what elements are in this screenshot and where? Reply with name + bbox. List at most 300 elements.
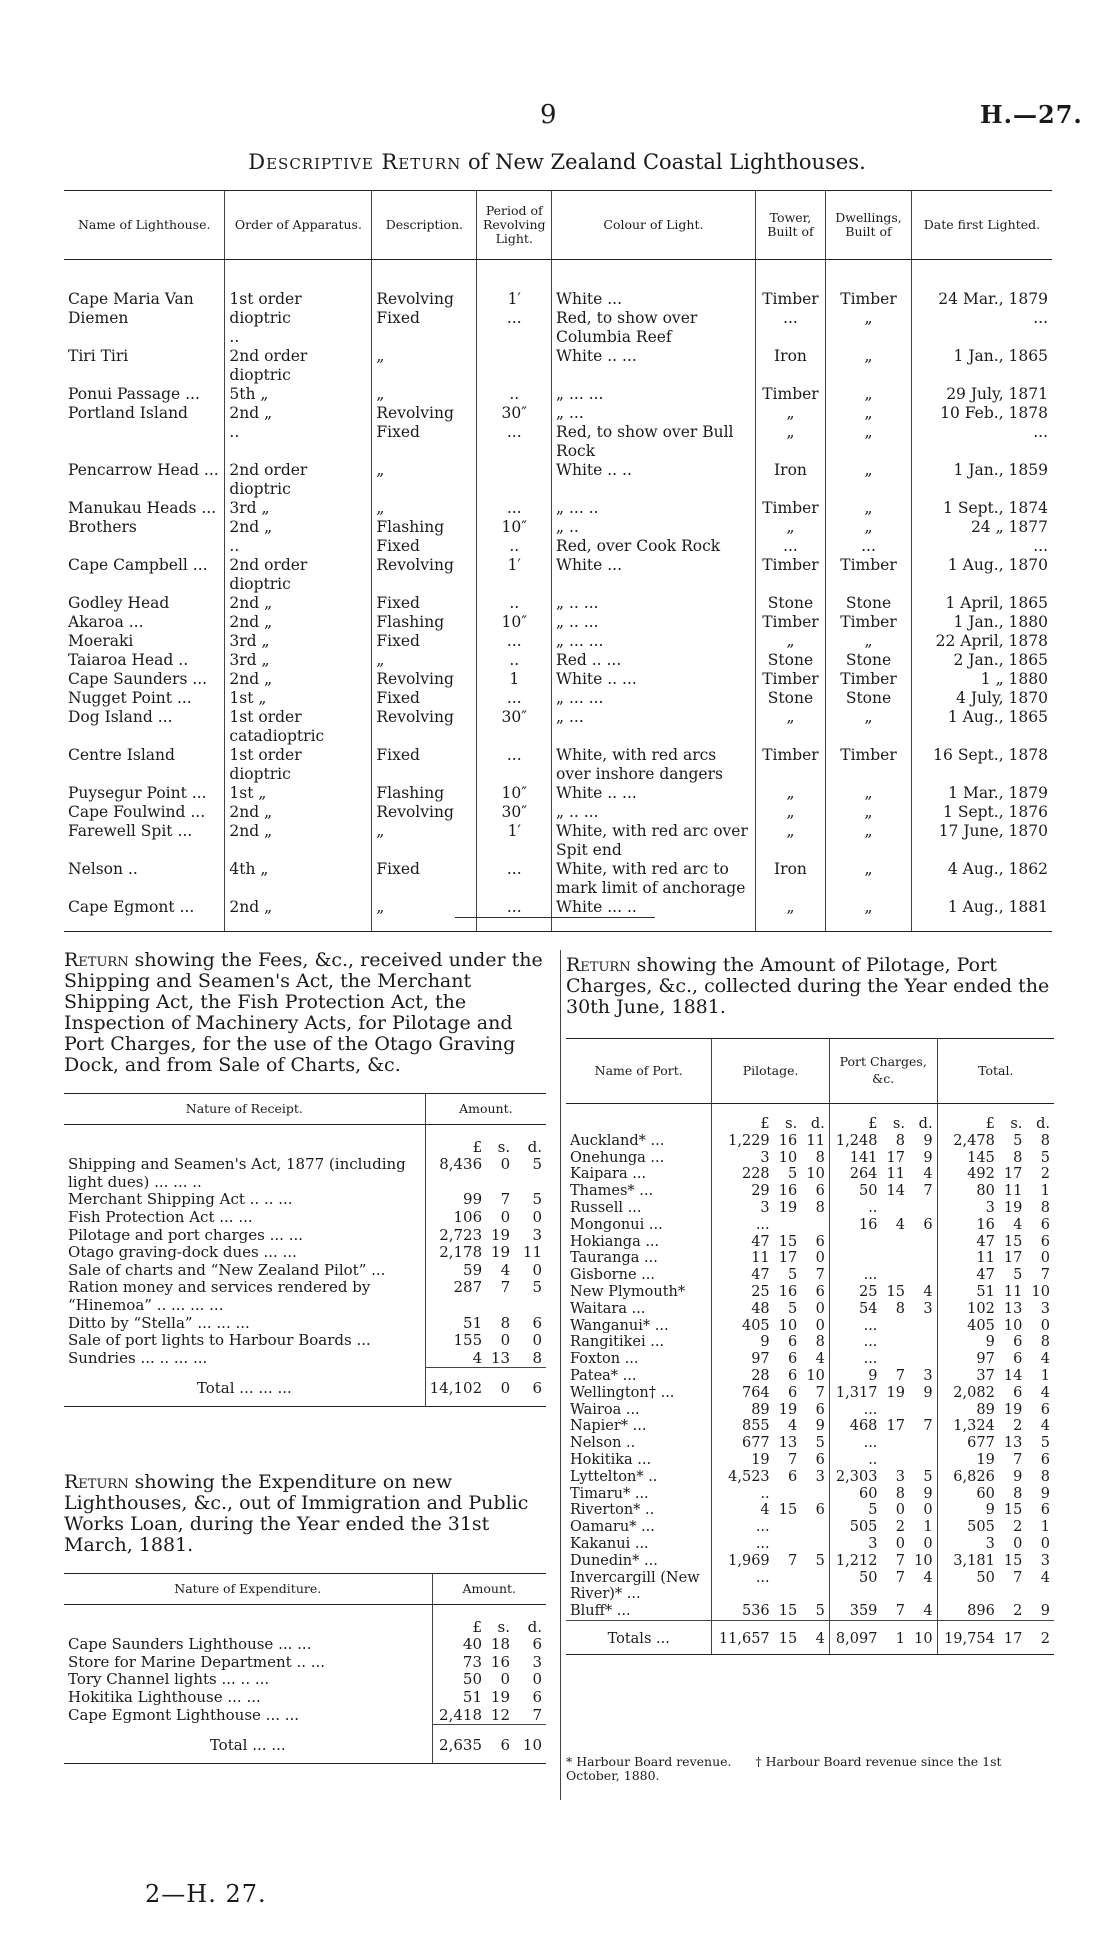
- lighthouse-cell: 1 April, 1865: [945, 594, 1048, 612]
- exp-title-rest: showing the Expenditure on new Lighthouses, &c., out of Immigration and Public Works Loan, during the Year ended the 31st March, 1881.: [64, 1471, 529, 1556]
- pilotage-amount: 47: [751, 1233, 770, 1250]
- lighthouse-cell: White .. ...: [552, 347, 756, 385]
- pilotage-amount: 5: [909, 1469, 937, 1486]
- pilotage-amount: 492: [967, 1166, 995, 1183]
- lighthouse-cell: „ .. ...: [552, 594, 756, 613]
- pilotage-amount: ...: [863, 1351, 878, 1368]
- pilotage-amount: [909, 1402, 937, 1419]
- lighthouse-row: [64, 898, 1052, 932]
- fees-col-nature: Nature of Receipt.: [64, 1094, 425, 1125]
- lighthouse-cell: Timber: [826, 613, 912, 632]
- pilotage-amount: 97: [751, 1351, 770, 1368]
- lighthouse-cell: Timber: [826, 746, 912, 784]
- pilotage-amount: 15: [1003, 1552, 1023, 1569]
- lighthouse-cell: „: [755, 822, 825, 860]
- pilotage-row: [566, 1418, 1054, 1435]
- pilotage-amount: [774, 1570, 802, 1604]
- pilotage-amount: 8: [895, 1485, 905, 1502]
- port-name: Gisborne ...: [566, 1267, 712, 1284]
- lighthouse-col-header: Order of Apparatus.: [225, 191, 372, 260]
- unit-label: s.: [1010, 1116, 1023, 1132]
- pilotage-amount: 8: [801, 1334, 829, 1351]
- port-name: Dunedin* ...: [566, 1553, 712, 1570]
- lighthouse-cell: 5th „: [225, 385, 372, 404]
- lighthouse-cell: „: [826, 632, 912, 651]
- column-divider: [560, 950, 561, 1800]
- lighthouse-cell: Fixed: [372, 689, 477, 708]
- pilotage-amount: 8: [801, 1200, 829, 1217]
- pilotage-row: [566, 1469, 1054, 1486]
- amount-cell: 287: [453, 1278, 483, 1297]
- total-amount: 0: [486, 1368, 514, 1407]
- lighthouse-cell: Nugget Point ...: [64, 689, 225, 708]
- pilotage-amount: 13: [1003, 1300, 1023, 1317]
- pilotage-amount: 3: [985, 1535, 995, 1552]
- pilotage-amount: 677: [741, 1435, 770, 1452]
- pilotage-amount: 10: [1031, 1283, 1050, 1300]
- receipt-label: Hokitika Lighthouse ... ...: [64, 1689, 432, 1707]
- pilotage-amount: 6: [787, 1384, 798, 1401]
- pilotage-amount: ...: [863, 1401, 878, 1418]
- lighthouse-cell: White, with red arcs over inshore dangers: [552, 746, 756, 784]
- pilotage-amount: 2,478: [953, 1132, 995, 1149]
- pilotage-amount: 1: [1040, 1183, 1050, 1200]
- pilotage-amount: 16: [858, 1216, 878, 1233]
- lighthouse-cell: Timber: [755, 670, 825, 689]
- pilotage-amount: 1,248: [835, 1132, 878, 1149]
- pilotage-amount: ...: [755, 1569, 770, 1586]
- pilotage-amount: 2: [895, 1519, 905, 1536]
- amount-cell: 51: [462, 1687, 482, 1706]
- amount-cell: 0: [500, 1155, 511, 1174]
- pilotage-col-header: Pilotage.: [712, 1039, 829, 1104]
- pilotage-amount: 536: [741, 1603, 770, 1620]
- total-amount: 6: [514, 1368, 546, 1407]
- amount-cell: 8: [532, 1348, 542, 1367]
- pilotage-row: [566, 1486, 1054, 1503]
- pilotage-amount: 2: [1013, 1418, 1023, 1435]
- amount-cell: 2,178: [439, 1243, 483, 1262]
- pilotage-amount: 7: [787, 1451, 798, 1468]
- pilotage-amount: 37: [976, 1367, 995, 1384]
- pilotage-amount: 405: [967, 1317, 995, 1334]
- pilotage-amount: [829, 1234, 881, 1251]
- amount-row: [64, 1654, 546, 1672]
- pilotage-amount: 50: [858, 1569, 878, 1586]
- pilotage-amount: [881, 1250, 909, 1267]
- pilotage-amount: 25: [751, 1283, 770, 1300]
- pilotage-row: [566, 1267, 1054, 1284]
- pilotage-amount: 855: [741, 1418, 770, 1435]
- pilotage-amount: 6: [1040, 1216, 1050, 1233]
- pilotage-amount: [909, 1234, 937, 1251]
- pilotage-amount: [909, 1351, 937, 1368]
- pilotage-amount: [909, 1267, 937, 1284]
- pilotage-amount: 15: [1003, 1502, 1023, 1519]
- units-spacer: [566, 1104, 712, 1133]
- pilotage-amount: 10: [801, 1368, 829, 1385]
- amount-cell: 11: [522, 1243, 542, 1262]
- lighthouse-row: [64, 613, 1052, 632]
- lighthouse-cell: Cape Maria Van Diemen: [64, 260, 225, 348]
- lighthouse-cell: 30″: [477, 803, 552, 822]
- lighthouse-row: [64, 632, 1052, 651]
- amount-row: [64, 1332, 546, 1350]
- lighthouse-cell: „: [826, 784, 912, 803]
- pilotage-amount: 47: [976, 1267, 995, 1284]
- amount-cell: 16: [490, 1652, 510, 1671]
- pilotage-row: [566, 1452, 1054, 1469]
- pilotage-amount: 3: [909, 1301, 937, 1318]
- lighthouse-cell: „: [755, 708, 825, 746]
- pilotage-amount: 15: [1003, 1233, 1023, 1250]
- lighthouse-cell: 1 „ 1880: [980, 670, 1048, 688]
- pilotage-row: [566, 1150, 1054, 1167]
- pilotage-amount: 1,212: [835, 1552, 878, 1569]
- lighthouse-cell: „: [826, 860, 912, 898]
- lighthouse-col-header: Date first Lighted.: [911, 191, 1052, 260]
- pilotage-amount: [774, 1519, 802, 1536]
- lighthouse-cell: Stone: [755, 594, 825, 613]
- lighthouse-cell: Revolving: [372, 708, 477, 746]
- pilotage-amount: 6: [1040, 1502, 1050, 1519]
- pilotage-row: [566, 1402, 1054, 1419]
- amount-cell: 155: [453, 1331, 483, 1350]
- lighthouse-cell: White ... Red, to show over Columbia Reef: [552, 260, 756, 348]
- pilotage-amount: 3: [895, 1468, 905, 1485]
- pilotage-amount: 16: [778, 1183, 798, 1200]
- pilotage-amount: 11: [751, 1250, 770, 1267]
- fees-title-rest: showing the Fees, &c., received under the Shipping and Seamen's Act, the Merchant Shipping Act, the Fish Protection Act, the Inspection of Machinery Acts, for Pilotage and Port Charges, for the use of the Otago Graving Dock, and from Sale of Charts, &c.: [64, 949, 543, 1076]
- pilotage-amount: [801, 1570, 829, 1604]
- pilotage-amount: 7: [895, 1552, 905, 1569]
- pilotage-amount: 15: [778, 1502, 798, 1519]
- lighthouse-col-header: Dwellings, Built of: [826, 191, 912, 260]
- pilot-title-rest: showing the Amount of Pilotage, Port Charges, &c., collected during the Year ended the 30th June, 1881.: [566, 954, 1050, 1018]
- lighthouse-cell: 2nd order dioptric: [225, 556, 372, 594]
- lighthouse-cell: 30″: [477, 708, 552, 746]
- pilotage-amount: [881, 1234, 909, 1251]
- pilotage-amount: 6: [787, 1351, 798, 1368]
- unit-label: s.: [497, 1137, 511, 1156]
- pilotage-amount: [881, 1267, 909, 1284]
- pilotage-amount: 6: [801, 1452, 829, 1469]
- units-row: [64, 1124, 546, 1156]
- pilotage-amount: 6: [787, 1468, 798, 1485]
- lighthouse-cell: Taiaroa Head ..: [64, 651, 225, 670]
- pilotage-amount: 19: [1003, 1199, 1023, 1216]
- receipt-label: Cape Egmont Lighthouse ... ...: [64, 1707, 432, 1725]
- pilotage-amount: [829, 1250, 881, 1267]
- pilotage-amount: 54: [858, 1300, 878, 1317]
- lighthouse-cell: Fixed: [372, 594, 477, 613]
- total-label: Total ... ...: [64, 1725, 432, 1764]
- lighthouse-cell: „: [826, 461, 912, 499]
- pilotage-amount: 19: [778, 1401, 798, 1418]
- pilotage-row: [566, 1166, 1054, 1183]
- amount-row: [64, 1689, 546, 1707]
- lighthouse-cell: 4 July, 1870: [956, 689, 1048, 707]
- pilotage-row: [566, 1318, 1054, 1335]
- lighthouse-cell: Stone: [826, 689, 912, 708]
- pilotage-amount: 4: [909, 1284, 937, 1301]
- lighthouse-col-header: Colour of Light.: [552, 191, 756, 260]
- pilotage-amount: 2,082: [953, 1384, 995, 1401]
- pilotage-amount: 1: [881, 1620, 909, 1654]
- pilotage-amount: 13: [1003, 1435, 1023, 1452]
- pilotage-amount: [909, 1435, 937, 1452]
- port-name: Nelson ..: [566, 1435, 712, 1452]
- port-name: Kakanui ...: [566, 1536, 712, 1553]
- pilotage-amount: 5: [868, 1502, 878, 1519]
- pilotage-amount: 1,969: [728, 1552, 770, 1569]
- pilotage-amount: 10: [801, 1166, 829, 1183]
- lighthouse-cell: ..: [477, 651, 552, 670]
- pilotage-amount: 3: [909, 1368, 937, 1385]
- pilotage-amount: 51: [976, 1283, 995, 1300]
- lighthouse-cell: Revolving: [372, 670, 477, 689]
- footnote-dagger: † Harbour Board revenue since the 1st October, 1880.: [566, 1754, 1002, 1783]
- amount-row: [64, 1227, 546, 1245]
- pilotage-row: [566, 1351, 1054, 1368]
- pilotage-amount: 764: [741, 1384, 770, 1401]
- pilotage-amount: 0: [801, 1301, 829, 1318]
- total-row: [64, 1368, 546, 1407]
- pilotage-amount: 6: [1040, 1451, 1050, 1468]
- pilotage-amount: 3: [868, 1535, 878, 1552]
- lighthouse-cell: Farewell Spit ...: [64, 822, 225, 860]
- lighthouse-cell: ...: [477, 898, 552, 932]
- pilotage-amount: 10: [778, 1317, 798, 1334]
- pilotage-amount: ..: [868, 1451, 878, 1468]
- lighthouse-row: [64, 784, 1052, 803]
- lighthouse-cell: „ ...: [552, 708, 756, 746]
- pilotage-amount: 505: [967, 1519, 995, 1536]
- pilotage-amount: 9: [1040, 1603, 1050, 1620]
- unit-label: £: [472, 1617, 482, 1636]
- pilotage-amount: 1: [1040, 1519, 1050, 1536]
- pilotage-amount: 8,097: [829, 1620, 881, 1654]
- amount-cell: 5: [532, 1190, 542, 1209]
- lighthouse-cell: „: [372, 461, 477, 499]
- pilotage-amount: 5: [787, 1300, 798, 1317]
- amount-cell: 50: [462, 1670, 482, 1689]
- lighthouse-cell: 1 Sept., 1876: [943, 803, 1048, 821]
- pilotage-return-title: [566, 955, 1056, 1018]
- amount-cell: 13: [491, 1348, 511, 1367]
- fees-col-amount: Amount.: [425, 1094, 546, 1125]
- receipt-label: Sale of port lights to Harbour Boards ...: [64, 1332, 425, 1350]
- pilotage-amount: 1,229: [728, 1132, 770, 1149]
- pilotage-amount: 10: [909, 1553, 937, 1570]
- lighthouse-row: [64, 385, 1052, 404]
- lighthouse-cell: „: [826, 898, 912, 932]
- pilotage-amount: 4: [1040, 1351, 1050, 1368]
- port-name: Auckland* ...: [566, 1133, 712, 1150]
- lighthouse-cell: „: [372, 385, 477, 404]
- amount-cell: 12: [490, 1705, 510, 1724]
- lighthouse-cell: Timber ...: [755, 260, 825, 348]
- pilotage-row: [566, 1536, 1054, 1553]
- pilotage-amount: 7: [801, 1385, 829, 1402]
- amount-cell: 40: [462, 1635, 482, 1654]
- port-name: Foxton ...: [566, 1351, 712, 1368]
- port-name: Wanganui* ...: [566, 1318, 712, 1335]
- lighthouse-cell: „: [372, 822, 477, 860]
- pilotage-amount: 11,657: [712, 1620, 774, 1654]
- lighthouse-cell: „: [826, 385, 912, 404]
- amount-cell: 3: [532, 1652, 542, 1671]
- lighthouse-cell: White .. ...: [552, 670, 756, 689]
- lighthouse-cell: 29 July, 1871: [946, 385, 1048, 403]
- lighthouse-cell: Godley Head: [64, 594, 225, 613]
- pilotage-amount: 60: [858, 1485, 878, 1502]
- lighthouse-cell: 2nd „: [225, 594, 372, 613]
- lighthouse-cell: ..: [477, 594, 552, 613]
- lighthouse-row: [64, 803, 1052, 822]
- pilotage-amount: [909, 1200, 937, 1217]
- unit-label: d.: [909, 1104, 937, 1133]
- pilotage-amount: 11: [801, 1133, 829, 1150]
- lighthouse-cell: 30″ ...: [477, 404, 552, 461]
- amount-cell: 0: [532, 1670, 542, 1689]
- lighthouse-cell: Stone: [755, 651, 825, 670]
- lighthouse-row: [64, 689, 1052, 708]
- fees-title-sc: Return: [64, 949, 129, 971]
- pilotage-amount: 17: [778, 1250, 798, 1267]
- lighthouse-cell: Manukau Heads ...: [64, 499, 225, 518]
- pilotage-row: [566, 1435, 1054, 1452]
- pilotage-amount: 359: [849, 1603, 878, 1620]
- lighthouse-cell: White .. ..: [552, 461, 756, 499]
- lighthouse-cell: „: [372, 898, 477, 932]
- lighthouse-cell: White, with red arc over Spit end: [552, 822, 756, 860]
- page-number: 9: [540, 100, 557, 130]
- exp-col-amount: Amount.: [432, 1574, 546, 1605]
- lighthouse-cell: „: [826, 499, 912, 518]
- lighthouse-row: [64, 651, 1052, 670]
- pilotage-amount: [909, 1334, 937, 1351]
- amount-cell: 0: [500, 1207, 511, 1226]
- pilotage-amount: 677: [967, 1435, 995, 1452]
- lighthouse-cell: Timber: [826, 556, 912, 594]
- pilotage-amount: 7: [895, 1603, 905, 1620]
- pilotage-amount: [801, 1519, 829, 1536]
- lighthouse-cell: Revolving Fixed: [372, 260, 477, 348]
- pilotage-amount: 16: [778, 1132, 798, 1149]
- pilotage-amount: 5: [787, 1166, 798, 1183]
- pilotage-amount: 17: [999, 1620, 1027, 1654]
- lighthouse-cell: 24 „ 1877 ...: [970, 518, 1048, 555]
- total-label: Total ... ... ...: [64, 1368, 425, 1407]
- pilotage-amount: 3: [760, 1149, 770, 1166]
- pilotage-amount: [774, 1486, 802, 1503]
- lighthouse-cell: Moeraki: [64, 632, 225, 651]
- pilotage-amount: 7: [895, 1569, 905, 1586]
- pilotage-amount: 8: [801, 1150, 829, 1167]
- receipt-label: Merchant Shipping Act .. .. ...: [64, 1191, 425, 1209]
- lighthouse-cell: Red .. ...: [552, 651, 756, 670]
- pilotage-row: [566, 1368, 1054, 1385]
- pilotage-amount: 9: [985, 1502, 995, 1519]
- lighthouse-cell: 1 Sept., 1874: [943, 499, 1048, 517]
- pilotage-amount: 15: [774, 1620, 802, 1654]
- pilotage-amount: 1,317: [835, 1384, 878, 1401]
- port-name: Tauranga ...: [566, 1250, 712, 1267]
- pilotage-amount: 11: [886, 1166, 905, 1183]
- pilotage-row: [566, 1200, 1054, 1217]
- expenditure-return-title: [64, 1472, 548, 1556]
- lighthouse-cell: „: [372, 651, 477, 670]
- pilotage-amount: 9: [909, 1150, 937, 1167]
- receipt-label: Ditto by “Stella” ... ... ...: [64, 1315, 425, 1333]
- pilotage-amount: 14: [1003, 1367, 1023, 1384]
- pilotage-amount: 89: [751, 1401, 770, 1418]
- amount-cell: 2,418: [439, 1705, 482, 1724]
- port-name: Kaipara ...: [566, 1166, 712, 1183]
- lighthouse-cell: 1 Jan., 1865: [953, 347, 1048, 365]
- pilotage-amount: 3: [801, 1469, 829, 1486]
- pilotage-amount: [909, 1452, 937, 1469]
- lighthouse-row: [64, 860, 1052, 898]
- total-row: [64, 1725, 546, 1764]
- receipt-label: Cape Saunders Lighthouse ... ...: [64, 1636, 432, 1654]
- pilotage-amount: 7: [1040, 1267, 1050, 1284]
- pilotage-amount: ...: [863, 1435, 878, 1452]
- lighthouse-cell: Revolving: [372, 803, 477, 822]
- lighthouse-cell: „: [826, 822, 912, 860]
- pilotage-amount: 4: [1040, 1569, 1050, 1586]
- port-name: New Plymouth*: [566, 1284, 712, 1301]
- receipt-label: Tory Channel lights ... .. ...: [64, 1671, 432, 1689]
- pilotage-amount: 7: [801, 1267, 829, 1284]
- amount-cell: 0: [532, 1260, 542, 1279]
- lighthouse-cell: „: [372, 347, 477, 385]
- port-name: Invercargill (New River)* ...: [566, 1570, 712, 1604]
- port-name: Rangitikei ...: [566, 1334, 712, 1351]
- pilotage-amount: 2: [1013, 1603, 1023, 1620]
- pilotage-amount: [801, 1217, 829, 1234]
- lighthouse-cell: Flashing: [372, 613, 477, 632]
- pilotage-amount: 2: [1013, 1519, 1023, 1536]
- pilotage-amount: 19: [1003, 1401, 1023, 1418]
- lighthouse-cell: Puysegur Point ...: [64, 784, 225, 803]
- pilotage-amount: 9: [801, 1418, 829, 1435]
- pilotage-row: [566, 1183, 1054, 1200]
- amount-cell: 7: [500, 1190, 511, 1209]
- pilotage-amount: 5: [1013, 1267, 1023, 1284]
- unit-label: d.: [801, 1104, 829, 1133]
- section-divider: [455, 917, 655, 918]
- lighthouse-cell: Revolving Fixed: [372, 404, 477, 461]
- amount-cell: 8: [500, 1313, 511, 1332]
- lighthouse-cell: 2nd „: [225, 803, 372, 822]
- pilotage-amount: 9: [1040, 1485, 1050, 1502]
- pilotage-amount: 0: [801, 1318, 829, 1335]
- unit-label: £: [868, 1116, 878, 1132]
- pilotage-amount: 89: [976, 1401, 995, 1418]
- pilotage-amount: 0: [1040, 1317, 1050, 1334]
- lighthouse-cell: 1st order dioptric ..: [225, 260, 372, 348]
- lighthouse-cell: „ ... ..: [552, 499, 756, 518]
- unit-label: d.: [1036, 1116, 1050, 1132]
- fees-table: [64, 1093, 546, 1407]
- total-amount: 2,635: [432, 1725, 486, 1764]
- lighthouse-cell: 1 Jan., 1859: [953, 461, 1048, 479]
- lighthouse-cell: 2 Jan., 1865: [953, 651, 1048, 669]
- pilotage-amount: 47: [976, 1233, 995, 1250]
- lighthouse-cell: [477, 461, 552, 499]
